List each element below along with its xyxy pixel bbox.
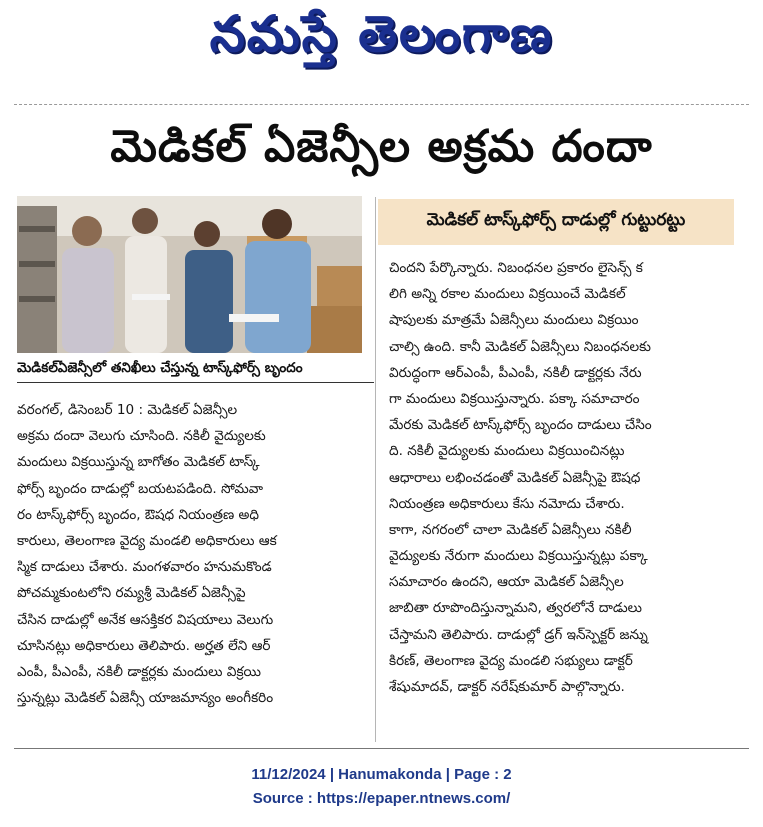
top-divider bbox=[14, 104, 749, 105]
footer-date-edition: 11/12/2024 | Hanumakonda | Page : 2 bbox=[251, 766, 512, 783]
article-line: ఎంపీ, పీఎంపీ, నకిలీ డాక్టర్లకు మందులు విక్రయి bbox=[17, 663, 262, 680]
article-line: చేస్తామని తెలిపారు. దాడుల్లో డ్రగ్ ఇన్‌స్పెక్టర్ జన్ను bbox=[389, 626, 648, 643]
article-line: నియంత్రణ అధికారులు కేసు నమోదు చేశారు. bbox=[389, 495, 625, 512]
article-line: వైద్యులకు నేరుగా మందులు విక్రయిస్తున్నట్లు పక్కా bbox=[389, 548, 648, 565]
article-line: వరంగల్, డిసెంబర్ 10 : మెడికల్ ఏజెన్సీల bbox=[17, 402, 238, 418]
masthead-title: నమస్తే తెలంగాణ bbox=[209, 4, 554, 63]
article-line: చేసిన దాడుల్లో అనేక ఆసక్తికర విషయాలు వెలుగు bbox=[17, 611, 274, 628]
article-line: స్తున్నట్లు మెడికల్ ఏజెన్సీ యాజమాన్యం అంగీకరిం bbox=[17, 690, 274, 707]
headline: మెడికల్ ఏజెన్సీల అక్రమ దందా bbox=[110, 121, 653, 172]
article-line: గా మందులు విక్రయిస్తున్నారు. పక్కా సమాచారం bbox=[389, 390, 640, 407]
article-column-right bbox=[389, 255, 725, 700]
article-line: లిగి అన్ని రకాల మందులు విక్రయించే మెడికల్ bbox=[389, 286, 626, 303]
article-line: చూసినట్లు అధికారులు తెలిపారు. అర్హత లేని ఆర్ bbox=[17, 637, 271, 654]
article-line: జాబితా రూపొందిస్తున్నామని, త్వరలోనే దాడులు bbox=[389, 600, 642, 617]
photo-caption: మెడికల్‌ఏజెన్సీలో తనిఖీలు చేస్తున్న టాస్క్‌ఫోర్స్ బృందం bbox=[17, 356, 374, 383]
article-photo bbox=[17, 196, 362, 353]
column-divider bbox=[375, 197, 376, 742]
article-line: కాగా, నగరంలో చాలా మెడికల్ ఏజెన్సీలు నకిలీ bbox=[389, 521, 632, 538]
article-line: చిందని పేర్కొన్నారు. నిబంధనల ప్రకారం లైసెన్స్ క bbox=[389, 260, 643, 276]
article-line: ఆధారాలు లభించడంతో మెడికల్ ఏజెన్సీపై ఔషధ bbox=[389, 469, 641, 486]
article-line: పోచమ్మకుంటలోని రమ్యశ్రీ మెడికల్ ఏజెన్సీపై bbox=[17, 585, 246, 602]
article-line: కిరణ్, తెలంగాణ వైద్య మండలి సభ్యులు డాక్టర్ bbox=[389, 652, 633, 669]
article-line: స్మిక దాడులు చేశారు. మంగళవారం హనుమకొండ bbox=[17, 559, 272, 576]
article-line: శేషుమాదవ్, డాక్టర్ నరేష్‌కుమార్ పాల్గొన్నారు. bbox=[389, 679, 625, 695]
masthead bbox=[0, 0, 763, 80]
article-line: కారులు, తెలంగాణ వైద్య మండలి అధికారులు ఆక bbox=[17, 532, 277, 549]
article-line: రం టాస్క్‌ఫోర్స్ బృందం, ఔషధ నియంత్రణ అధి bbox=[17, 506, 259, 523]
article-line: షాపులకు మాత్రమే ఏజెన్సీలు మందులు విక్రయిం bbox=[389, 312, 639, 329]
article-column-left bbox=[17, 397, 362, 711]
article-line: ది. నకిలీ వైద్యులకు మందులు విక్రయించినట్లు bbox=[389, 443, 625, 460]
article-line: విరుద్ధంగా ఆర్‌ఎంపీ, పీఎంపీ, నకిలీ డాక్టర్లకు నేరు bbox=[389, 364, 642, 381]
article-line: చాల్సి ఉంది. కానీ మెడికల్ ఏజెన్సీలు నిబంధనలకు bbox=[389, 338, 651, 355]
footer-source: Source : https://epaper.ntnews.com/ bbox=[252, 790, 511, 807]
article-line: అక్రమ దందా వెలుగు చూసింది. నకిలీ వైద్యులకు bbox=[17, 428, 266, 445]
subheadline: మెడికల్ టాస్క్‌ఫోర్స్ దాడుల్లో గుట్టురట్టు bbox=[378, 199, 734, 245]
article-line: మందులు విక్రయిస్తున్న బాగోతం మెడికల్ టాస్క్ bbox=[17, 454, 260, 471]
article-line: సమాచారం ఉందని, ఆయా మెడికల్ ఏజెన్సీల bbox=[389, 574, 624, 591]
article-line: మేరకు మెడికల్ టాస్క్‌ఫోర్స్ బృందం దాడులు చేసిం bbox=[389, 417, 652, 434]
bottom-divider bbox=[14, 748, 749, 749]
article-line: ఫోర్స్ బృందం దాడుల్లో బయటపడింది. సోమవా bbox=[17, 480, 264, 497]
